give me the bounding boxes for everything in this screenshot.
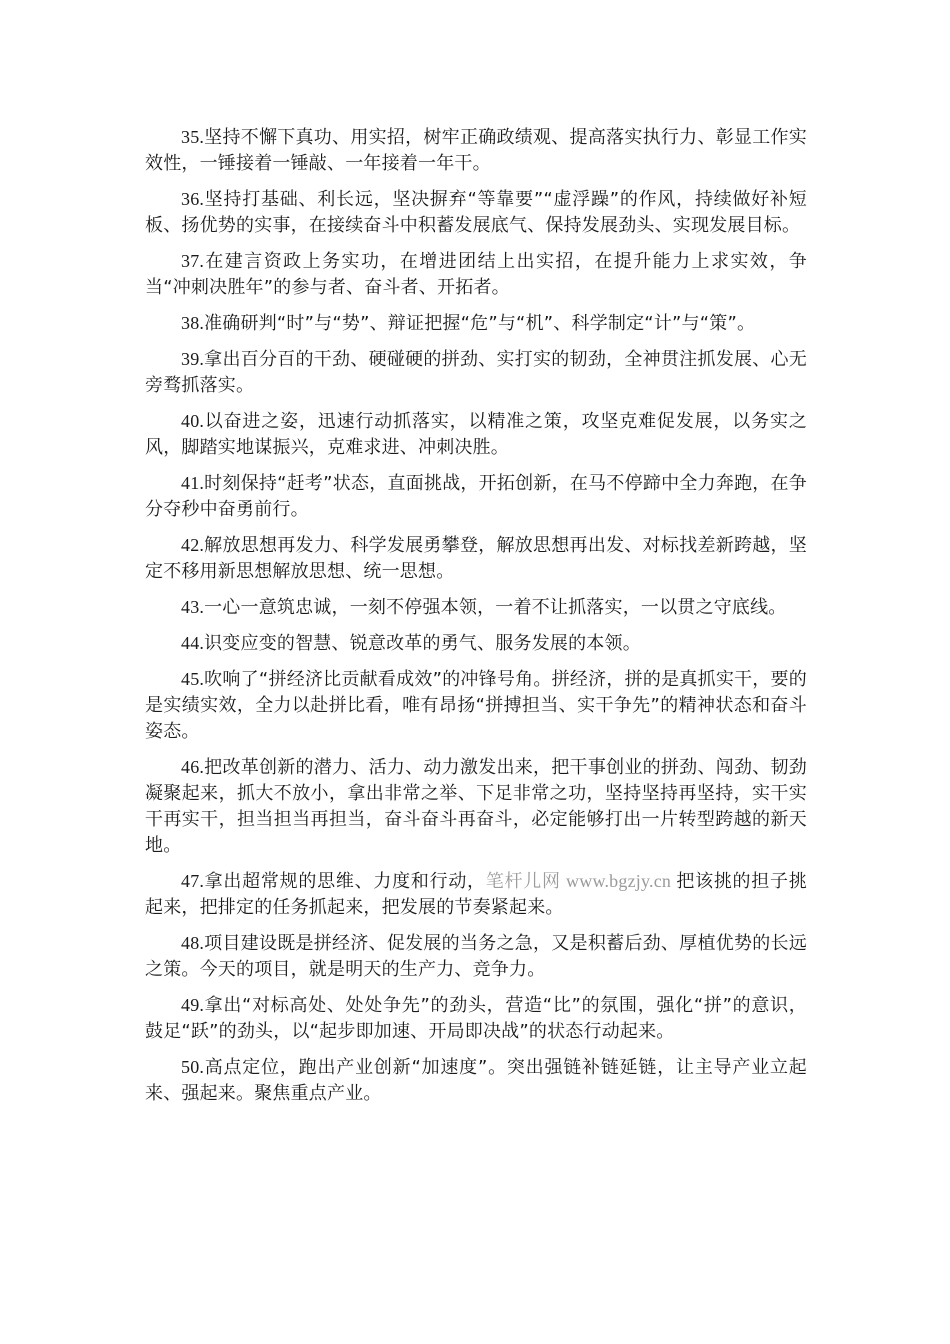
item-number: 39. — [181, 349, 205, 369]
paragraph-text: 坚持不懈下真功、用实招，树牢正确政绩观、提高落实执行力、彰显工作实效性，一锤接着一锤敲、一年接着一年干。 — [145, 127, 807, 174]
paragraph-text: 在建言资政上务实功，在增进团结上出实招，在提升能力上求实效，争当“冲刺决胜年”的参与者、奋斗者、开拓者。 — [145, 251, 807, 298]
document-body — [145, 124, 807, 1116]
paragraph-36 — [145, 186, 807, 239]
paragraph-text: 识变应变的智慧、锐意改革的勇气、服务发展的本领。 — [204, 633, 641, 654]
item-number: 38. — [181, 313, 205, 333]
item-number: 50. — [181, 1057, 205, 1077]
paragraph-47 — [145, 868, 807, 921]
paragraph-39 — [145, 346, 807, 399]
paragraph-40 — [145, 408, 807, 461]
paragraph-text: 高点定位，跑出产业创新“加速度”。突出强链补链延链，让主导产业立起来、强起来。聚焦重点产业。 — [145, 1057, 807, 1104]
item-number: 44. — [181, 633, 205, 653]
item-number: 37. — [181, 251, 205, 271]
item-number: 46. — [181, 757, 205, 777]
paragraph-text: 解放思想再发力、科学发展勇攀登，解放思想再出发、对标找差新跨越，坚定不移用新思想解放思想、统一思想。 — [145, 535, 807, 582]
paragraph-text: 拿出百分百的干劲、硬碰硬的拼劲、实打实的韧劲，全神贯注抓发展、心无旁骛抓落实。 — [145, 349, 807, 396]
item-number: 42. — [181, 535, 205, 555]
paragraph-37 — [145, 248, 807, 301]
paragraph-43 — [145, 594, 807, 621]
item-number: 47. — [181, 871, 205, 891]
paragraph-35 — [145, 124, 807, 177]
paragraph-text: 把改革创新的潜力、活力、动力激发出来，把干事创业的拼劲、闯劲、韧劲凝聚起来，抓大不放小，拿出非常之举、下足非常之功，坚持坚持再坚持，实干实干再实干，担当担当再担当，奋斗奋斗再奋斗，必定能够打出一片转型跨越的新天地。 — [145, 757, 807, 856]
paragraph-text: 项目建设既是拼经济、促发展的当务之急，又是积蓄后劲、厚植优势的长远之策。今天的项目，就是明天的生产力、竞争力。 — [145, 933, 807, 980]
paragraph-49 — [145, 992, 807, 1045]
watermark-text: 笔杆儿网 — [485, 871, 561, 892]
paragraph-text: 时刻保持“赶考”状态，直面挑战，开拓创新，在马不停蹄中全力奔跑，在争分夺秒中奋勇前行。 — [145, 473, 807, 520]
paragraph-45 — [145, 666, 807, 745]
paragraph-text: 拿出超常规的思维、力度和行动， — [204, 871, 486, 892]
item-number: 45. — [181, 669, 205, 689]
paragraph-text: 一心一意筑忠诚，一刻不停强本领，一着不让抓落实，一以贯之守底线。 — [204, 597, 787, 618]
paragraph-text: 坚持打基础、利长远，坚决摒弃“等靠要”“虚浮躁”的作风，持续做好补短板、扬优势的实事，在接续奋斗中积蓄发展底气、保持发展劲头、实现发展目标。 — [145, 189, 807, 236]
paragraph-text-continued: 把该挑的担子挑起来，把排定的任务抓起来，把发展的节奏紧起来。 — [145, 871, 807, 918]
paragraph-text: 吹响了“拼经济比贡献看成效”的冲锋号角。拼经济，拼的是真抓实干，要的是实绩实效，全力以赴拼比看，唯有昂扬“拼搏担当、实干争先”的精神状态和奋斗姿态。 — [145, 669, 807, 742]
item-number: 48. — [181, 933, 205, 953]
paragraph-text: 准确研判“时”与“势”、辩证把握“危”与“机”、科学制定“计”与“策”。 — [204, 313, 756, 334]
watermark-url: www.bgzjy.cn — [560, 871, 677, 891]
item-number: 36. — [181, 189, 205, 209]
item-number: 35. — [181, 127, 205, 147]
paragraph-46 — [145, 754, 807, 859]
item-number: 43. — [181, 597, 205, 617]
item-number: 49. — [181, 995, 205, 1015]
item-number: 41. — [181, 473, 205, 493]
paragraph-50 — [145, 1054, 807, 1107]
paragraph-text: 拿出“对标高处、处处争先”的劲头，营造“比”的氛围，强化“拼”的意识，鼓足“跃”的劲头，以“起步即加速、开局即决战”的状态行动起来。 — [145, 995, 807, 1042]
paragraph-42 — [145, 532, 807, 585]
item-number: 40. — [181, 411, 205, 431]
paragraph-41 — [145, 470, 807, 523]
paragraph-44 — [145, 630, 807, 657]
paragraph-48 — [145, 930, 807, 983]
paragraph-38 — [145, 310, 807, 337]
paragraph-text: 以奋进之姿，迅速行动抓落实，以精准之策，攻坚克难促发展，以务实之风，脚踏实地谋振兴，克难求进、冲刺决胜。 — [145, 411, 807, 458]
